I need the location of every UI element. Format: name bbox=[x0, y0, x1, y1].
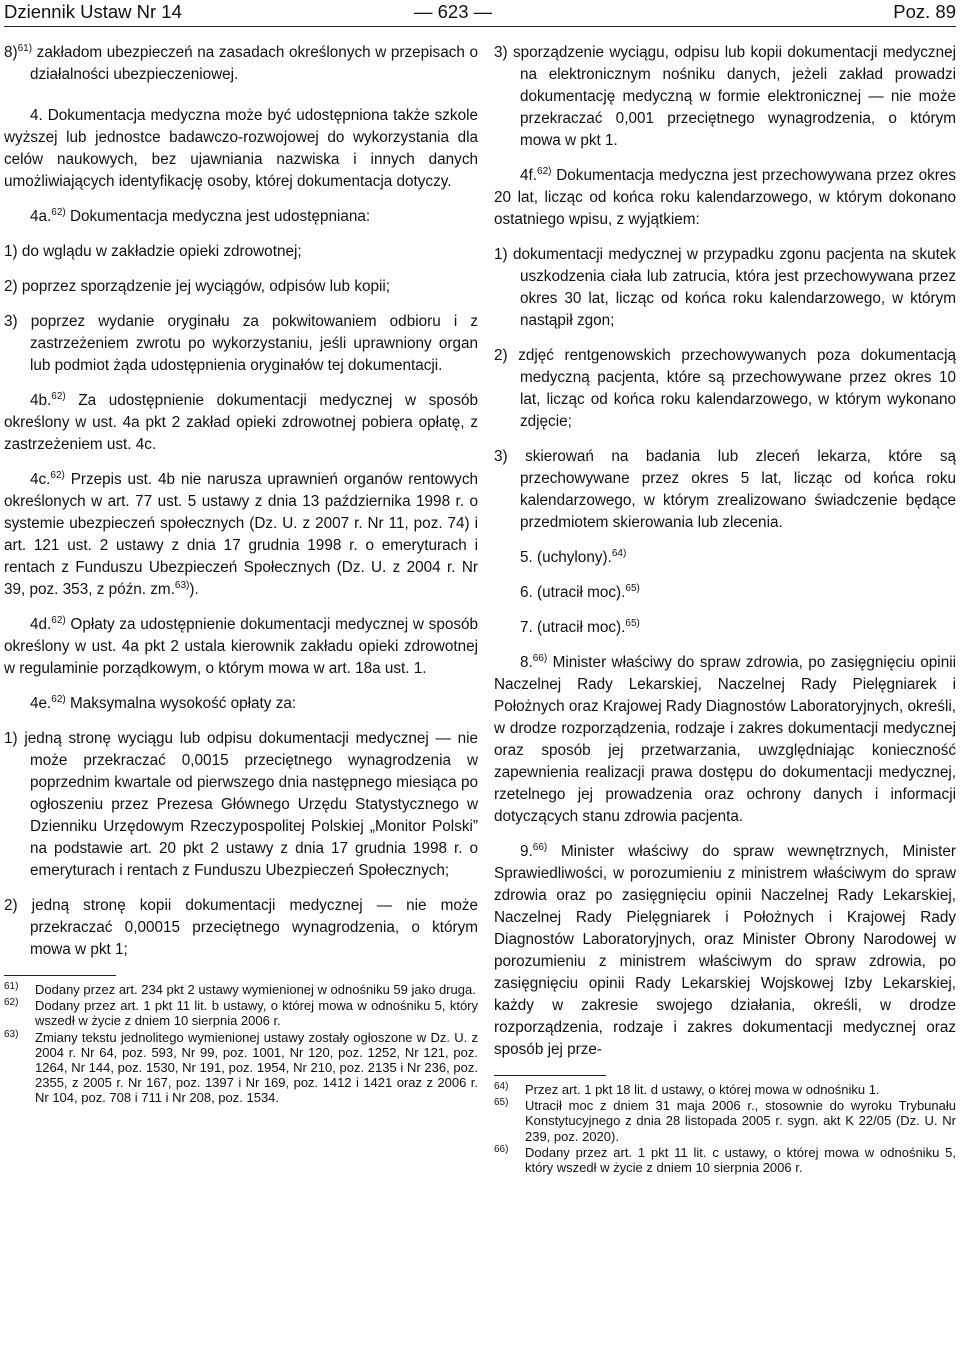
page-header bbox=[4, 0, 956, 27]
list-item: 1) jedną stronę wyciągu lub odpisu dokumentacji medycznej — nie może przekraczać 0,0015 przeciętnego wynagrodzenia w poprzednim kwartale od pierwszego dnia następnego miesiąca po ogłoszeniu przez Prezesa Głównego Urzędu Statystycznego w Dzienniku Urzędowym Rzeczypospolitej Polskiej „Monitor Polski” na podstawie art. 20 pkt 2 ustawy z dnia 17 grudnia 1998 r. o emeryturach i rentach z Funduszu Ubezpieczeń Społecznych; bbox=[4, 730, 478, 879]
section-4b: 4b.$^{62)}$ Za udostępnienie dokumentacji medycznej w sposób określony w ust. 4a pkt 2 zakład opieki zdrowotnej pobiera opłatę, z zastrzeżeniem ust. 4c. bbox=[4, 391, 478, 453]
footnote-ref[interactable]: 64) bbox=[611, 548, 627, 559]
list-item: 1) dokumentacji medycznej w przypadku zgonu pacjenta na skutek uszkodzenia ciała lub zatrucia, która jest przechowywana przez okres 30 lat, licząc od końca roku kalendarzowego, w którym nastąpił zgon; bbox=[494, 246, 956, 329]
footnote-ref[interactable]: 63) bbox=[174, 580, 190, 591]
footnote-divider bbox=[494, 1075, 606, 1076]
footnote-ref[interactable]: 65) bbox=[625, 583, 640, 594]
list-item: 3) sporządzenie wyciągu, odpisu lub kopii dokumentacji medycznej na elektronicznym nośniku danych, jeżeli zakład prowadzi dokumentację medyczną w formie elektronicznej — nie może przekraczać 0,001 przeciętnego wynagrodzenia, o którym mowa w pkt 1. bbox=[494, 44, 956, 149]
footnote-ref[interactable]: 62) bbox=[50, 470, 65, 481]
section-4: 4. Dokumentacja medyczna może być udostępniona także szkole wyższej lub jednostce badawczo-rozwojowej do wykorzystania dla celów naukowych, bez ujawniania nazwiska i innych danych umożliwiających identyfikację osoby, której dokumentacja dotyczy. bbox=[4, 107, 478, 190]
list-item: 2) poprzez sporządzenie jej wyciągów, odpisów lub kopii; bbox=[4, 278, 391, 295]
footnote-ref[interactable]: 61) bbox=[17, 43, 33, 54]
section-4f: 4f.$^{62)}$ Dokumentacja medyczna jest przechowywana przez okres 20 lat, licząc od końca roku kalendarzowego, w którym dokonano ostatniego wpisu, z wyjątkiem: bbox=[494, 166, 956, 228]
list-item: 3) poprzez wydanie oryginału za pokwitowaniem odbioru i z zastrzeżeniem zwrotu po wykorzystaniu, jeśli uprawniony organ lub podmiot żąda udostępnienia oryginałów tej dokumentacji. bbox=[4, 313, 478, 374]
section-8: 8.$^{66)}$ Minister właściwy do spraw zdrowia, po zasięgnięciu opinii Naczelnej Rady Lekarskiej, Naczelnej Rady Pielęgniarek i Położnych oraz Krajowej Rady Diagnostów Laboratoryjnych, określi, w drodze rozporządzenia, rodzaje i zakres dokumentacji medycznej oraz sposób jej przetwarzania, uwzględniając konieczność zapewnienia realizacji prawa dostępu do dokumentacji medycznej, rzetelnego jej prowadzenia oraz ochrony danych i informacji dotyczących stanu zdrowia pacjenta. bbox=[494, 653, 956, 825]
section-4d: 4d.$^{62)}$ Opłaty za udostępnienie dokumentacji medycznej w sposób określony w ust. 4a pkt 2 ustala kierownik zakładu opieki zdrowotnej w regulaminie porządkowym, o którym mowa w art. 18a ust. 1. bbox=[4, 615, 478, 677]
footnote-ref[interactable]: 66) bbox=[532, 842, 548, 853]
footnote: 62) Dodany przez art. 1 pkt 11 lit. b ustawy, o której mowa w odnośniku 5, który wszedł w życie z dniem 10 sierpnia 2006 r. bbox=[4, 997, 478, 1029]
section-4c: 4c.$^{62)}$ Przepis ust. 4b nie narusza uprawnień organów rentowych określonych w art. 77 ust. 5 ustawy z dnia 13 października 1998 r. o systemie ubezpieczeń społecznych (Dz. U. z 2007 r. Nr 11, poz. 74) i art. 121 ust. 2 ustawy z dnia 17 grudnia 1998 r. o emeryturach i rentach z Funduszu Ubezpieczeń Społecznych (Dz. U. z 2004 r. Nr 39, poz. 353, z późn. zm.$^{63)}$). bbox=[4, 470, 478, 598]
section-6: 6. (utracił moc).$^{65)}$ bbox=[520, 583, 640, 601]
footnote-ref[interactable]: 65) bbox=[625, 618, 640, 629]
footnote-ref[interactable]: 62) bbox=[537, 166, 552, 177]
footnote: 61) Dodany przez art. 234 pkt 2 ustawy wymienionej w odnośniku 59 jako druga. bbox=[4, 981, 476, 997]
page-number: — 623 — bbox=[414, 1, 493, 22]
left-column bbox=[4, 42, 478, 1107]
footnote: 64) Przez art. 1 pkt 18 lit. d ustawy, o której mowa w odnośniku 1. bbox=[494, 1081, 880, 1097]
section-5: 5. (uchylony).$^{64)}$ bbox=[520, 548, 627, 566]
journal-title: Dziennik Ustaw Nr 14 bbox=[4, 1, 182, 22]
footnote: 65) Utracił moc z dniem 31 maja 2006 r., stosownie do wyroku Trybunału Konstytucyjnego z dnia 28 listopada 2005 r. sygn. akt K 22/05 (Dz. U. Nr 239, poz. 2020). bbox=[494, 1097, 956, 1144]
footnote-ref[interactable]: 62) bbox=[51, 694, 66, 705]
footnote-divider bbox=[4, 975, 116, 976]
list-item: 1) do wglądu w zakładzie opieki zdrowotnej; bbox=[4, 243, 302, 260]
section-4e: 4e.$^{62)}$ Maksymalna wysokość opłaty za: bbox=[30, 694, 297, 712]
section-4a: 4a.$^{62)}$ Dokumentacja medyczna jest udostępniana: bbox=[30, 207, 371, 225]
footnote-ref[interactable]: 62) bbox=[51, 391, 66, 402]
footnote: 63) Zmiany tekstu jednolitego wymienionej ustawy zostały ogłoszone w Dz. U. z 2004 r. Nr 64, poz. 593, Nr 99, poz. 1001, Nr 120, poz. 1252, Nr 121, poz. 1264, Nr 144, poz. 1530, Nr 191, poz. 1954, Nr 210, poz. 2135 i Nr 236, poz. 2355, z 2005 r. Nr 167, poz. 1397 i Nr 169, poz. 1412 i 1421 oraz z 2006 r. Nr 104, poz. 708 i 711 i Nr 208, poz. 1534. bbox=[4, 1028, 478, 1106]
item-8: 8)$^{61)}$ zakładom ubezpieczeń na zasadach określonych w przepisach o działalności ubezpieczeniowej. bbox=[4, 43, 478, 83]
section-9: 9.$^{66)}$ Minister właściwy do spraw wewnętrznych, Minister Sprawiedliwości, w porozumieniu z ministrem właściwym do spraw zdrowia oraz po zasięgnięciu opinii Naczelnej Rady Lekarskiej, Naczelnej Rady Pielęgniarek i Położnych i Krajowej Rady Diagnostów Laboratoryjnych, oraz Minister Obrony Narodowej w porozumieniu z ministrem właściwym do spraw zdrowia, po zasięgnięciu opinii Rady Lekarskiej Wojskowej Izby Lekarskiej, każdy w zakresie swojego działania, określi, w drodze rozporządzenia, rodzaje i zakres dokumentacji medycznej oraz sposób jej prze- bbox=[494, 842, 956, 1058]
position-number: Poz. 89 bbox=[893, 1, 956, 22]
footnote: 66) Dodany przez art. 1 pkt 11 lit. c ustawy, o której mowa w odnośniku 5, który wszedł w życie z dniem 10 sierpnia 2006 r. bbox=[494, 1143, 956, 1176]
list-item: 3) skierowań na badania lub zleceń lekarza, które są przechowywane przez okres 5 lat, licząc od końca roku kalendarzowego, w którym zrealizowano świadczenie będące przedmiotem skierowania lub zlecenia. bbox=[494, 448, 956, 531]
footnote-ref[interactable]: 66) bbox=[532, 653, 548, 664]
right-column bbox=[494, 42, 956, 1176]
section-7: 7. (utracił moc).$^{65)}$ bbox=[520, 618, 640, 636]
list-item: 2) jedną stronę kopii dokumentacji medycznej — nie może przekraczać 0,00015 przeciętnego wynagrodzenia, o którym mowa w pkt 1; bbox=[4, 897, 478, 958]
footnote-ref[interactable]: 62) bbox=[51, 207, 66, 218]
footnote-ref[interactable]: 62) bbox=[51, 615, 66, 626]
list-item: 2) zdjęć rentgenowskich przechowywanych poza dokumentacją medyczną pacjenta, które są przechowywane przez okres 10 lat, licząc od końca roku kalendarzowego, w którym wykonano zdjęcie; bbox=[494, 347, 956, 430]
